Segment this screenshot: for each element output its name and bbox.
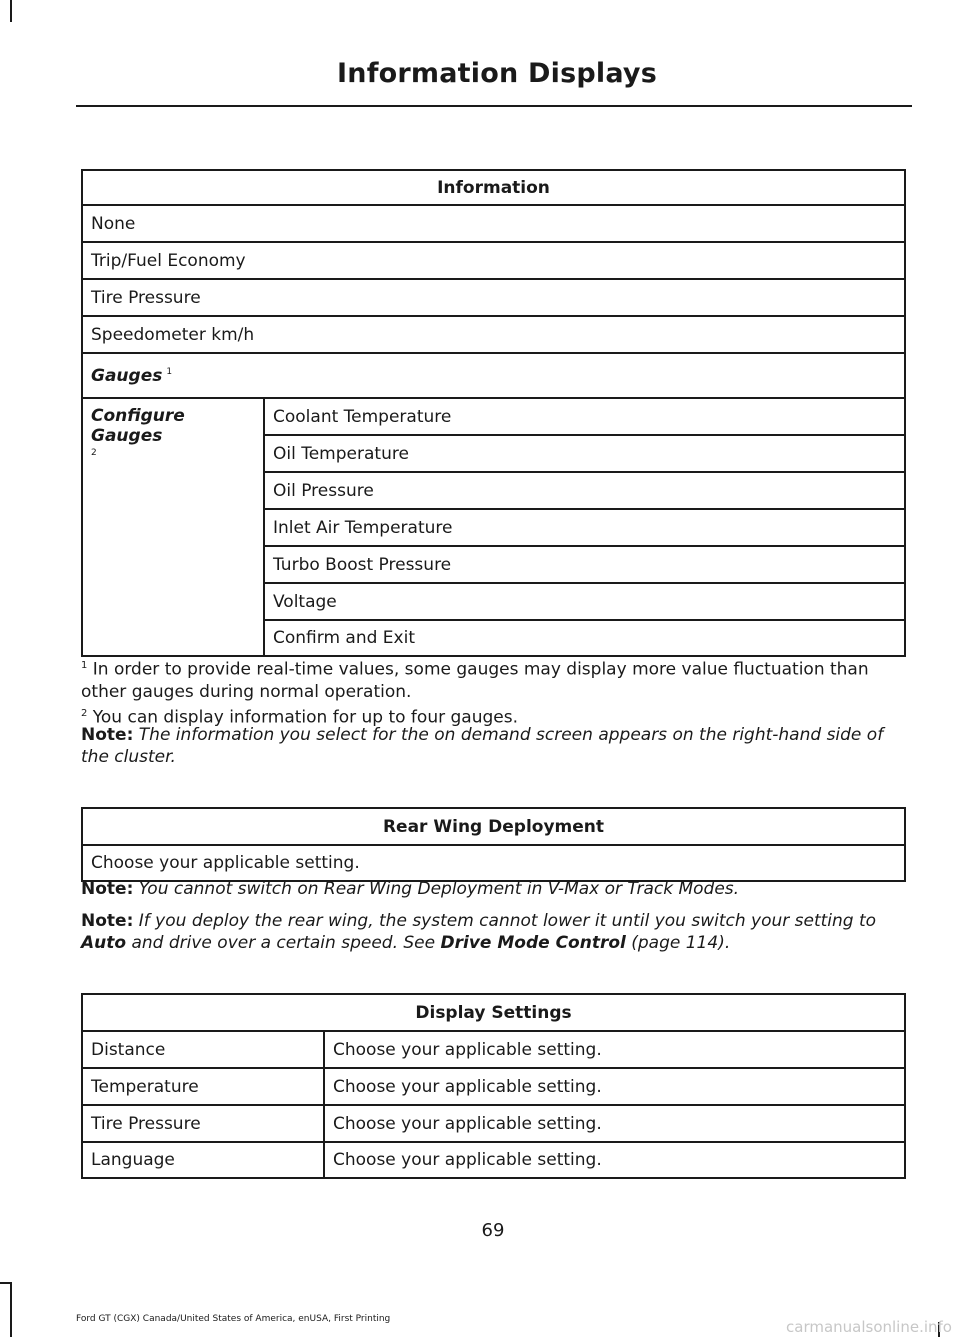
display-setting-label: Distance [82,1031,324,1068]
configure-gauges-label: Configure Gauges [91,406,185,446]
note-text: and drive over a certain speed. See [126,933,441,953]
information-heading: Information [82,170,905,205]
drive-mode-control-link[interactable]: Drive Mode Control [440,933,626,953]
gauge-option: Oil Temperature [264,435,905,472]
footnote-1-text: In order to provide real-time values, some gauges may display more value fluctuation than other gauges during normal operation. [81,659,869,702]
footnote-2-marker: 2 [81,708,88,719]
footer-text: Ford GT (CGX) Canada/United States of America, enUSA, First Printing [76,1314,391,1324]
note-on-demand [81,724,911,768]
info-row-trip: Trip/Fuel Economy [82,242,905,279]
watermark: carmanualsonline.info [786,1318,952,1336]
gauge-option: Confirm and Exit [264,620,905,656]
note-text: The information you select for the on demand screen appears on the right-hand side of the cluster. [81,725,884,767]
information-table [81,169,906,657]
display-setting-value: Choose your applicable setting. [324,1105,905,1142]
page-number: 69 [481,1220,505,1241]
configure-footnote-marker: 2 [91,448,97,458]
note-label: Note: [81,725,134,745]
note-text: You cannot switch on Rear Wing Deployment in V-Max or Track Modes. [133,879,740,899]
info-row-gauges [82,353,905,398]
crop-mark-bottom-left [10,1282,12,1337]
page-reference: (page 114). [625,933,731,953]
rear-wing-table [81,807,906,882]
gauge-option: Oil Pressure [264,472,905,509]
gauge-option: Voltage [264,583,905,620]
page-title: Information Displays [337,58,657,89]
display-setting-value: Choose your applicable setting. [324,1031,905,1068]
note-text: If you deploy the rear wing, the system cannot lower it until you switch your setting to [133,911,877,931]
rear-wing-heading: Rear Wing Deployment [82,808,905,845]
gauge-option: Coolant Temperature [264,398,905,435]
display-setting-label: Language [82,1142,324,1178]
footnote-1-marker: 1 [81,660,88,671]
gauges-label: Gauges [91,365,163,386]
header-divider [76,105,912,107]
note-rear-wing [81,910,911,954]
gauge-option: Inlet Air Temperature [264,509,905,546]
note-vmax [81,878,911,900]
configure-gauges-cell [82,398,264,656]
display-setting-value: Choose your applicable setting. [324,1142,905,1178]
info-row-tire: Tire Pressure [82,279,905,316]
gauge-option: Turbo Boost Pressure [264,546,905,583]
display-settings-heading: Display Settings [82,994,905,1031]
gauges-footnote-marker: 1 [166,366,173,377]
display-setting-label: Temperature [82,1068,324,1105]
note-label: Note: [81,879,134,899]
crop-mark-top-left [10,0,12,22]
footnote-1 [81,655,911,703]
crop-mark-bottom-left-h [0,1282,12,1284]
display-settings-table [81,993,906,1179]
info-row-none: None [82,205,905,242]
note-label: Note: [81,911,134,931]
rear-wing-row: Choose your applicable setting. [82,845,905,881]
display-setting-value: Choose your applicable setting. [324,1068,905,1105]
auto-setting: Auto [81,933,127,953]
info-row-speed: Speedometer km/h [82,316,905,353]
display-setting-label: Tire Pressure [82,1105,324,1142]
footnote-2-text: You can display information for up to four gauges. [87,707,518,728]
